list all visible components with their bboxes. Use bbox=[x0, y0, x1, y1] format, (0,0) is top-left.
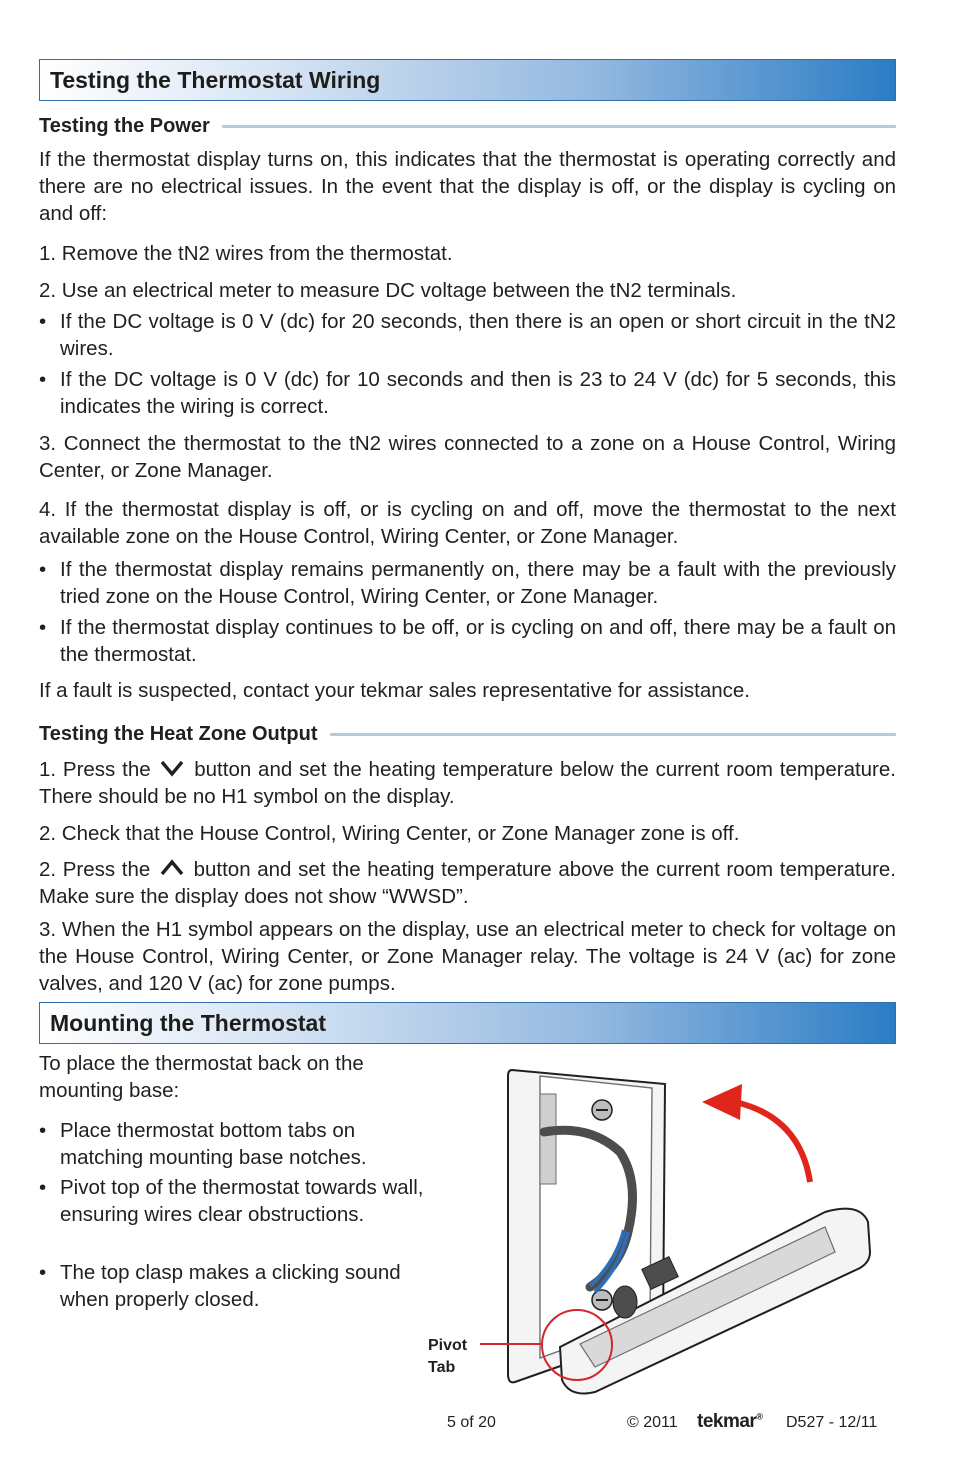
page-number: 5 of 20 bbox=[447, 1414, 496, 1431]
section-title: Mounting the Thermostat bbox=[50, 1010, 326, 1036]
subhead-title: Testing the Power bbox=[39, 114, 210, 137]
connector-plug bbox=[613, 1286, 637, 1318]
pivot-arrow bbox=[735, 1102, 810, 1182]
bullet-item: • If the thermostat display remains permanently on, there may be a fault with the previously tried zone on the House Control, Wiring Center, or Zone Manager. bbox=[39, 556, 896, 610]
paragraph: If the thermostat display turns on, this indicates that the thermostat is operating correctly and there are no electrical issues. In the event that the display is off, or the display is cycling on and off: bbox=[39, 148, 896, 225]
section-title: Testing the Thermostat Wiring bbox=[50, 67, 381, 93]
brand-logo: tekmar® bbox=[697, 1411, 763, 1432]
divider bbox=[330, 733, 896, 736]
step-item: 1. Press the button and set the heating temperature below the current room temperature. There should be no H1 symbol on the display. bbox=[39, 758, 896, 808]
callout-tab: Tab bbox=[428, 1359, 456, 1376]
paragraph: To place the thermostat back on the mounting base: bbox=[39, 1052, 364, 1102]
arrow-head bbox=[702, 1084, 742, 1120]
step-item: 2. Use an electrical meter to measure DC voltage between the tN2 terminals. bbox=[39, 279, 737, 302]
bullet-item: • Place thermostat bottom tabs on matching mounting base notches. bbox=[39, 1117, 424, 1171]
bullet-item: • The top clasp makes a clicking sound when properly closed. bbox=[39, 1259, 424, 1313]
subhead-heat bbox=[39, 721, 896, 747]
thermostat-drawing bbox=[420, 1062, 880, 1397]
step-item: 4. If the thermostat display is off, or is cycling on and off, move the thermostat to the next available zone on the House Control, Wiring Center, or Zone Manager. bbox=[39, 498, 896, 548]
divider bbox=[222, 125, 896, 128]
step-item: 3. When the H1 symbol appears on the display, use an electrical meter to check for voltage on the House Control, Wiring Center, or Zone Manager relay. The voltage is 24 V (ac) for zone valves, and 120 V (ac) for zone pumps. bbox=[39, 918, 896, 995]
subhead-title: Testing the Heat Zone Output bbox=[39, 722, 318, 745]
chevron-down-icon bbox=[159, 759, 185, 777]
copyright: © 2011 bbox=[627, 1414, 678, 1431]
bullet-item: • If the DC voltage is 0 V (dc) for 20 seconds, then there is an open or short circuit in the tN2 wires. bbox=[39, 308, 896, 362]
bullet-item: • Pivot top of the thermostat towards wall, ensuring wires clear obstructions. bbox=[39, 1174, 424, 1228]
subhead-power bbox=[39, 113, 896, 139]
callout-pivot: Pivot bbox=[428, 1337, 468, 1354]
chevron-up-icon bbox=[159, 859, 185, 877]
base-slot bbox=[540, 1094, 556, 1184]
document-code: D527 - 12/11 bbox=[786, 1414, 878, 1431]
step-item: 2. Check that the House Control, Wiring Center, or Zone Manager zone is off. bbox=[39, 822, 740, 845]
step-item: 1. Remove the tN2 wires from the thermostat. bbox=[39, 242, 453, 265]
step-item: 2. Press the button and set the heating temperature above the current room temperature. Make sure the display does not show “WWSD”. bbox=[39, 858, 896, 908]
section-banner-mounting bbox=[39, 1002, 896, 1044]
bullet-item: • If the DC voltage is 0 V (dc) for 10 seconds and then is 23 to 24 V (dc) for 5 seconds, this indicates the wiring is correct. bbox=[39, 366, 896, 420]
step-item: 3. Connect the thermostat to the tN2 wires connected to a zone on a House Control, Wiring Center, or Zone Manager. bbox=[39, 432, 896, 482]
paragraph: If a fault is suspected, contact your tekmar sales representative for assistance. bbox=[39, 679, 751, 702]
thermostat-mounting-illustration bbox=[420, 1062, 880, 1397]
section-banner-wiring bbox=[39, 59, 896, 101]
bullet-item: • If the thermostat display continues to be off, or is cycling on and off, there may be a fault on the thermostat. bbox=[39, 614, 896, 668]
